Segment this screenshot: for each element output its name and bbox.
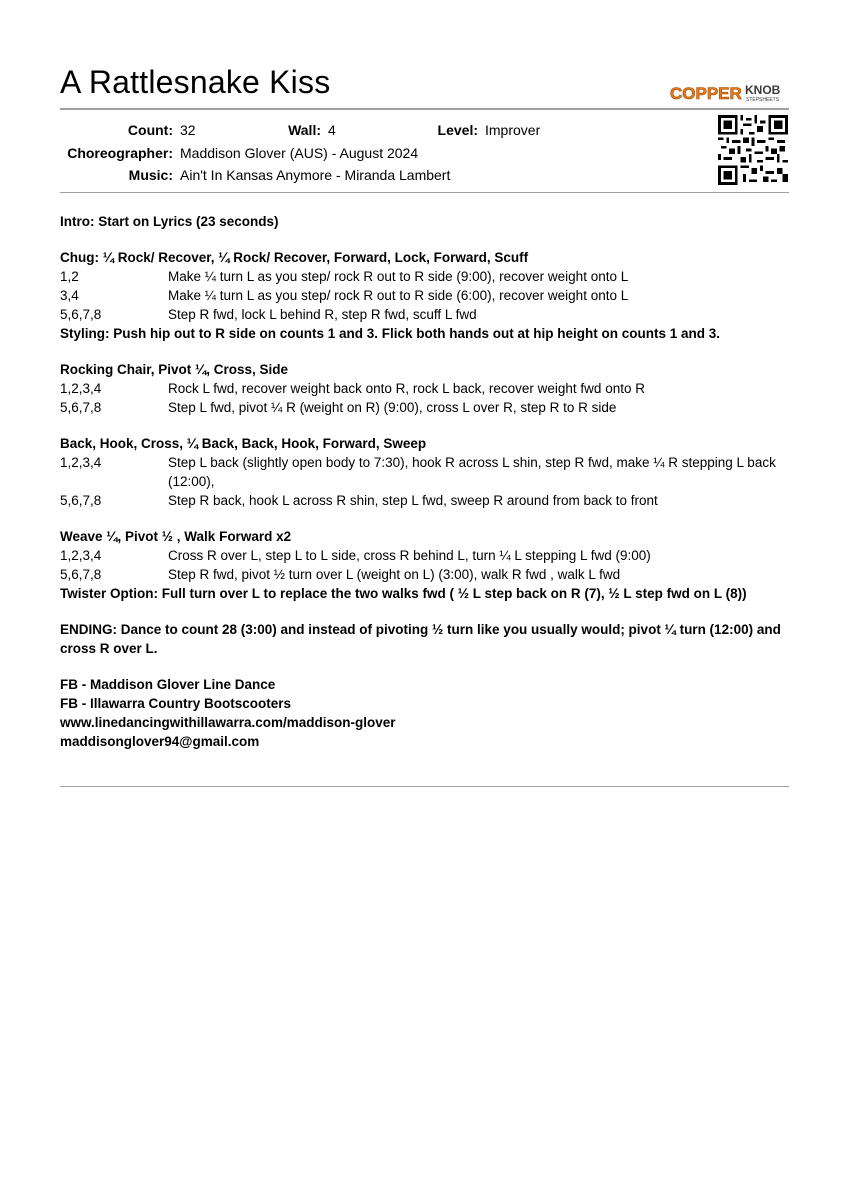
styling-note: Styling: Push hip out to R side on counts 1 and 3. Flick both hands out at hip height on counts 1 and 3. xyxy=(60,326,721,341)
step-text: Step R fwd, pivot ½ turn over L (weight on L) (3:00), walk R fwd , walk L fwd xyxy=(168,567,621,582)
step-count: 5,6,7,8 xyxy=(60,493,102,508)
contact-facebook-1: FB - Maddison Glover Line Dance xyxy=(60,677,276,692)
section-heading: Back, Hook, Cross, ¼ Back, Back, Hook, Forward, Sweep xyxy=(60,436,427,451)
header-rule xyxy=(60,108,789,110)
section-heading: Rocking Chair, Pivot ¼, Cross, Side xyxy=(60,362,289,377)
twister-option-note: Twister Option: Full turn over L to replace the two walks fwd ( ½ L step back on R (7), ½ L step fwd on L (8)) xyxy=(60,586,747,601)
logo-word-copper: COPPER xyxy=(670,84,742,103)
step-count: 5,6,7,8 xyxy=(60,567,102,582)
step-row xyxy=(60,267,789,286)
step-row xyxy=(60,565,789,584)
step-text: Step R back, hook L across R shin, step L fwd, sweep R around from back to front xyxy=(168,493,658,508)
step-count: 1,2,3,4 xyxy=(60,455,102,470)
logo-sub: STEPSHEETS xyxy=(746,97,780,103)
step-text: Step L back (slightly open body to 7:30), hook R across L shin, step R fwd, make ¼ R stepping L back (12:00), xyxy=(168,455,776,489)
ending-text: ENDING: Dance to count 28 (3:00) and instead of pivoting ½ turn like you usually would; pivot ¼ turn (12:00) and cross R over L. xyxy=(60,622,781,656)
music-label: Music: xyxy=(128,167,173,183)
step-text: Step L fwd, pivot ¼ R (weight on R) (9:00), cross L over R, step R to R side xyxy=(168,400,617,415)
choreographer-label: Choreographer: xyxy=(67,145,173,161)
step-count: 5,6,7,8 xyxy=(60,400,102,415)
music-value: Ain't In Kansas Anymore - Miranda Lambert xyxy=(180,167,451,183)
count-label: Count: xyxy=(127,122,173,138)
page-title: A Rattlesnake Kiss xyxy=(60,64,331,100)
step-count: 1,2,3,4 xyxy=(60,548,102,563)
section-heading: Weave ¼, Pivot ½ , Walk Forward x2 xyxy=(60,529,292,544)
step-row xyxy=(60,379,789,398)
step-text: Make ¼ turn L as you step/ rock R out to R side (9:00), recover weight onto L xyxy=(168,269,629,284)
step-text: Step R fwd, lock L behind R, step R fwd, scuff L fwd xyxy=(168,307,477,322)
meta-rule xyxy=(60,192,789,193)
step-count: 5,6,7,8 xyxy=(60,307,102,322)
footer-rule xyxy=(60,786,789,787)
step-text: Cross R over L, step L to L side, cross R behind L, turn ¼ L stepping L fwd (9:00) xyxy=(168,548,651,563)
step-row xyxy=(60,546,789,565)
choreographer-value: Maddison Glover (AUS) - August 2024 xyxy=(180,145,419,161)
step-count: 1,2,3,4 xyxy=(60,381,102,396)
intro-text: Intro: Start on Lyrics (23 seconds) xyxy=(60,214,279,229)
step-row xyxy=(60,491,789,510)
step-count: 1,2 xyxy=(60,269,79,284)
step-count: 3,4 xyxy=(60,288,79,303)
qr-code xyxy=(718,115,788,185)
wall-label: Wall: xyxy=(288,122,321,138)
step-text: Rock L fwd, recover weight back onto R, rock L back, recover weight fwd onto R xyxy=(168,381,645,396)
step-row xyxy=(60,398,789,417)
section-heading: Chug: ¼ Rock/ Recover, ¼ Rock/ Recover, Forward, Lock, Forward, Scuff xyxy=(60,250,529,265)
contact-website-link[interactable]: www.linedancingwithillawarra.com/maddison-glover xyxy=(60,715,396,730)
copperknob-logo xyxy=(670,82,790,104)
contact-facebook-2: FB - Illawarra Country Bootscooters xyxy=(60,696,292,711)
contact-email-link[interactable]: maddisonglover94@gmail.com xyxy=(60,734,260,749)
count-value: 32 xyxy=(180,122,196,138)
step-row xyxy=(60,453,789,491)
wall-value: 4 xyxy=(328,122,336,138)
step-row xyxy=(60,286,789,305)
step-text: Make ¼ turn L as you step/ rock R out to R side (6:00), recover weight onto L xyxy=(168,288,629,303)
step-sheet xyxy=(60,212,789,751)
level-value: Improver xyxy=(485,122,541,138)
step-row xyxy=(60,305,789,324)
logo-word-knob: KNOB xyxy=(745,83,781,97)
level-label: Level: xyxy=(437,122,478,138)
